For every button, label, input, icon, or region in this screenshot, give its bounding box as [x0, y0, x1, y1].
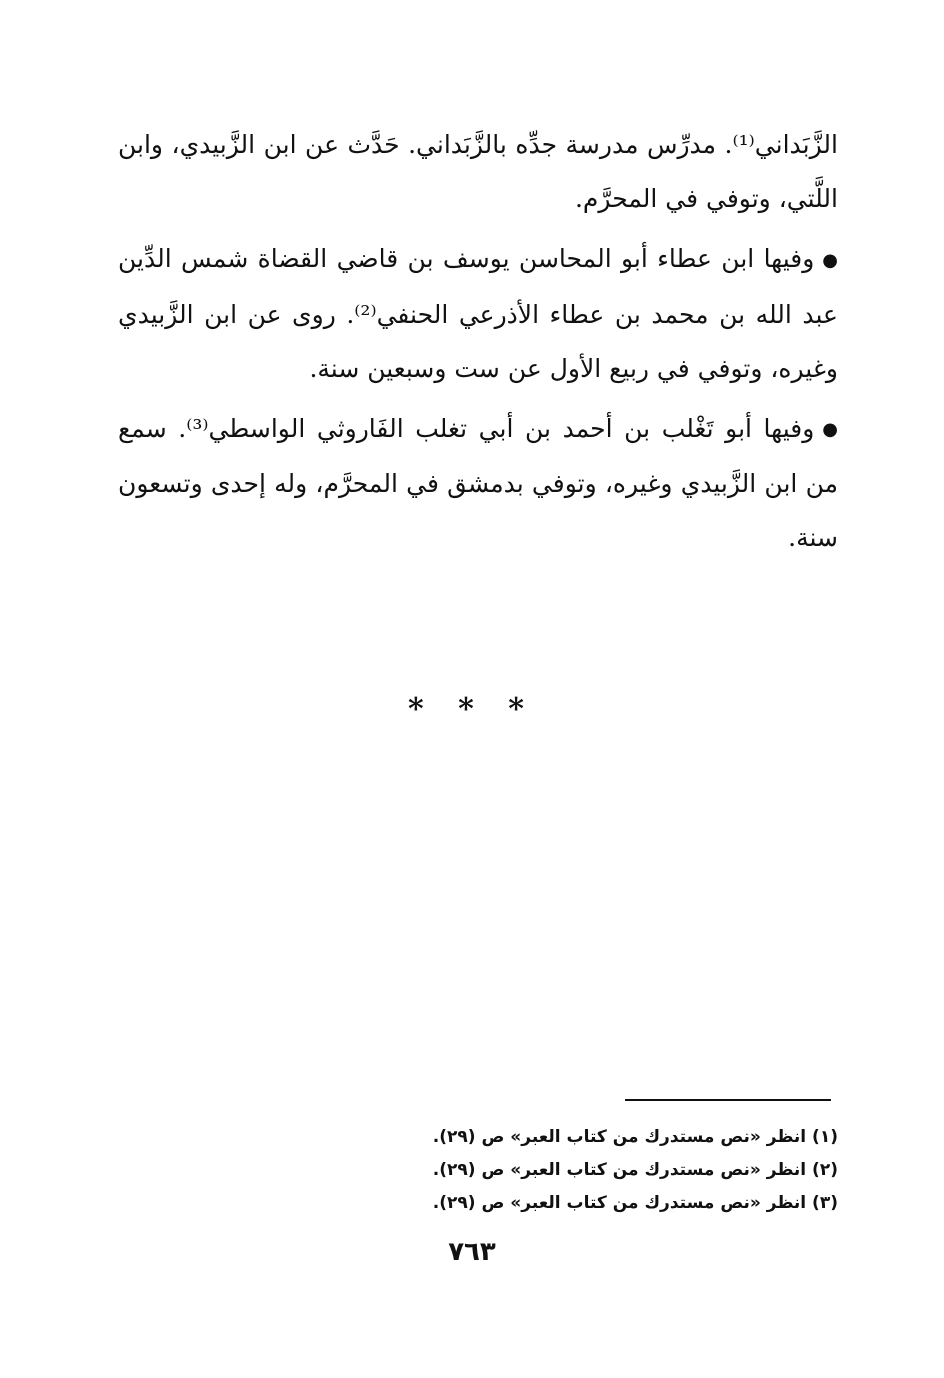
footnote-2: (٢) انظر «نص مستدرك من كتاب العبر» ص (٢٩).: [432, 1160, 838, 1180]
bullet-icon: ●: [822, 249, 838, 271]
footnote-separator: [625, 1099, 831, 1101]
footnotes: [420, 1121, 838, 1220]
paragraph-1: [118, 118, 838, 226]
footnote-3: (٣) انظر «نص مستدرك من كتاب العبر» ص (٢٩).: [432, 1193, 838, 1213]
section-divider: * * *: [408, 692, 536, 727]
paragraph-2-text: وفيها ابن عطاء أبو المحاسن يوسف بن قاضي القضاة شمس الدِّين عبد الله بن محمد بن عطاء الأذرعي الحنفي⁽²⁾. روى عن ابن الزَّبيدي وغيره، وتوفي في ربيع الأول عن ست وسبعين سنة.: [118, 244, 838, 383]
footnote-1: (١) انظر «نص مستدرك من كتاب العبر» ص (٢٩).: [432, 1127, 838, 1147]
page-number: ٧٦٣: [448, 1237, 496, 1267]
bullet-icon: ●: [822, 419, 838, 440]
paragraph-2: [118, 232, 838, 396]
paragraph-3: [118, 402, 838, 566]
paragraph-3-text: وفيها أبو تَغْلب بن أحمد بن أبي تغلب الفَاروثي الواسطي⁽³⁾. سمع من ابن الزَّبيدي وغيره، وتوفي بدمشق في المحرَّم، وله إحدى وتسعون سنة.: [118, 413, 838, 552]
paragraph-1-text: الزَّبَداني⁽¹⁾. مدرِّس مدرسة جدِّه بالزَّبَداني. حَدَّث عن ابن الزَّبيدي، وابن اللَّتي، وتوفي في المحرَّم.: [118, 130, 838, 213]
main-text: [118, 118, 838, 571]
